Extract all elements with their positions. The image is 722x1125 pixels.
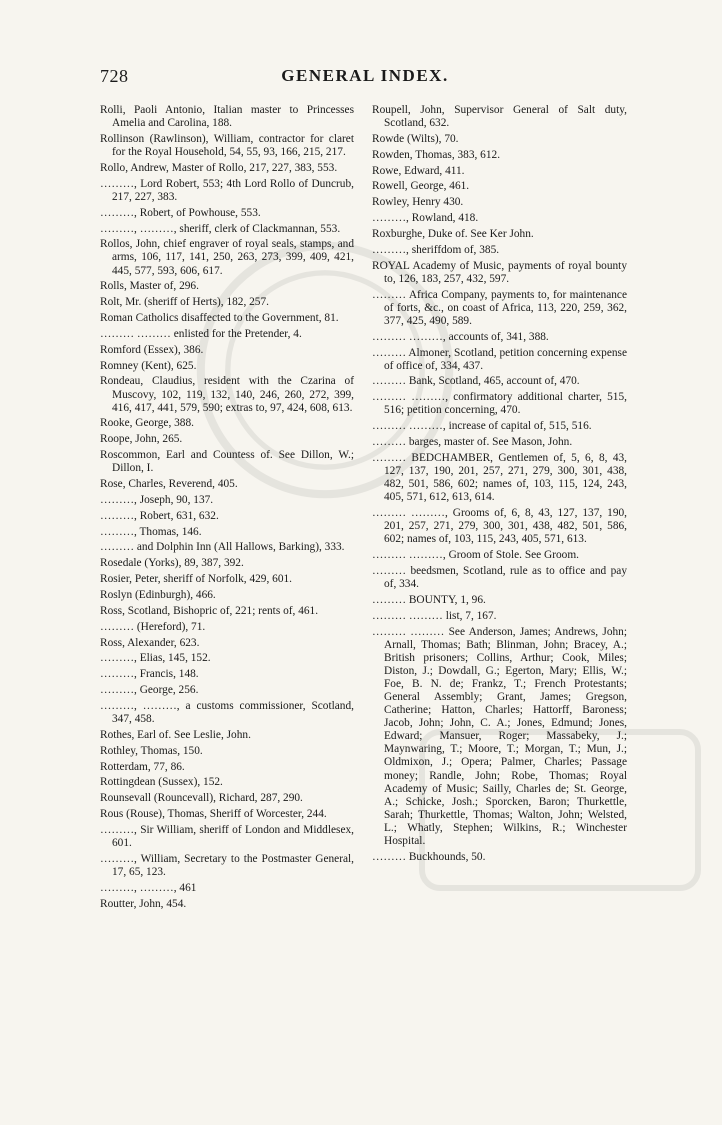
index-entry: Roman Catholics disaffected to the Government, 81.	[100, 312, 339, 325]
index-column-left	[100, 104, 354, 913]
index-entry: Rothes, Earl of. See Leslie, John.	[100, 728, 251, 741]
index-entry: ……… BOUNTY, 1, 96.	[372, 593, 486, 606]
index-entry: ………, William, Secretary to the Postmaster General, 17, 65, 123.	[100, 852, 354, 878]
index-entry: Rottingdean (Sussex), 152.	[100, 776, 223, 789]
index-entry: ……… Almoner, Scotland, petition concerning expense of office of, 334, 437.	[372, 346, 627, 372]
index-entry: Rowe, Edward, 411.	[372, 164, 465, 177]
index-entry: Rollo, Andrew, Master of Rollo, 217, 227, 383, 553.	[100, 161, 338, 174]
index-entry: Rowden, Thomas, 383, 612.	[372, 148, 501, 161]
index-entry: Rowell, George, 461.	[372, 180, 470, 193]
index-entry: ………, Sir William, sheriff of London and Middlesex, 601.	[100, 823, 354, 849]
page-header	[100, 66, 630, 92]
index-entry: Rosier, Peter, sheriff of Norfolk, 429, 601.	[100, 573, 293, 586]
index-entry: Rous (Rouse), Thomas, Sheriff of Worcester, 244.	[100, 808, 327, 821]
index-entry: ………, Robert, of Powhouse, 553.	[100, 206, 261, 219]
index-entry: ……… ……… list, 7, 167.	[372, 609, 497, 622]
index-entry: ……… (Hereford), 71.	[100, 620, 206, 633]
index-entry: ……… barges, master of. See Mason, John.	[372, 436, 573, 449]
index-entry: ……… ……… See Anderson, James; Andrews, John; Arnall, Thomas; Bath; Blinman, John; Bracey, A.; British prisoners; Collins, Arthur; Cook, Miles; Diston, J.; Dowdall, G.; Egerton, Mary; Ellis, W.; Foe, B. N. de; Frankz, T.; French Protestants; General Assembly; Grant, James; Gregson, Catherine; Hatton, Charles; Hattorff, Baroness; Jacob, John; John, C. A.; Jones, Edmund; Jones, Edward; Mansuer, Roger; Massabeky, J.; Maynwaring, T.; Moore, T.; Morgan, T.; Mun, J.; Oldmixon, J.; Opera; Palmer, Charles; Passage money; Randle, John; Robe, Thomas; Royal Academy of Music; Sailly, Charles de; St. George, A.; Schicke, Josh.; Sporcken, Baron; Thurkettle, Sarah; Thurkettle, Thomas; Walton, John; Welsted, L.; Whatly, Stephen; Wilkins, R.; Winchester Hospital.	[372, 625, 627, 848]
index-entry: Rooke, George, 388.	[100, 417, 194, 430]
index-entry: ………, Francis, 148.	[100, 668, 199, 681]
index-entry: Roscommon, Earl and Countess of. See Dillon, W.; Dillon, I.	[100, 449, 354, 475]
index-entry: ………, Rowland, 418.	[372, 212, 479, 225]
index-entry: Rose, Charles, Reverend, 405.	[100, 478, 238, 491]
index-entry: Rowley, Henry 430.	[372, 196, 464, 209]
index-entry: Romford (Essex), 386.	[100, 343, 204, 356]
index-entry: Rollos, John, chief engraver of royal seals, stamps, and arms, 106, 117, 141, 250, 263, 273, 399, 409, 421, 445, 577, 593, 606, 617.	[100, 238, 354, 277]
index-entry: ………, ………, a customs commissioner, Scotland, 347, 458.	[100, 699, 354, 725]
index-entry: ……… Bank, Scotland, 465, account of, 470.	[372, 375, 580, 388]
index-entry: Rothley, Thomas, 150.	[100, 744, 203, 757]
index-entry: ……… ………, accounts of, 341, 388.	[372, 330, 549, 343]
index-entry: Rondeau, Claudius, resident with the Czarina of Muscovy, 102, 119, 132, 140, 246, 260, 272, 399, 416, 417, 441, 579, 590; extras to, 97, 424, 608, 613.	[100, 375, 354, 414]
index-entry: ………, Robert, 631, 632.	[100, 509, 219, 522]
index-entry: Roslyn (Edinburgh), 466.	[100, 589, 216, 601]
index-entry: ……… BEDCHAMBER, Gentlemen of, 5, 6, 8, 43, 127, 137, 190, 201, 257, 271, 279, 300, 301, 438, 482, 501, 586, 602; names of, 103, 115, 124, 243, 405, 571, 612, 613, 614.	[372, 451, 627, 504]
index-entry: Rollinson (Rawlinson), William, contractor for claret for the Royal Household, 54, 55, 93, 166, 215, 217.	[100, 132, 354, 159]
page-number: 728	[100, 66, 129, 86]
index-entry: ………, Thomas, 146.	[100, 525, 202, 538]
index-entry: Ross, Alexander, 623.	[100, 636, 200, 649]
index-entry: ……… ………, Grooms of, 6, 8, 43, 127, 137, 190, 201, 257, 271, 279, 300, 301, 438, 482, 501, 586, 602; names of, 103, 115, 243, 405, 571, 613.	[372, 507, 627, 546]
index-entry: ……… ………, increase of capital of, 515, 516.	[372, 420, 592, 433]
index-entry: ………, ………, 461	[100, 881, 197, 894]
index-entry: Rolt, Mr. (sheriff of Herts), 182, 257.	[100, 296, 269, 309]
index-entry: Rounsevall (Rouncevall), Richard, 287, 290.	[100, 792, 303, 805]
index-entry: ……… ………, Groom of Stole. See Groom.	[372, 549, 580, 562]
page-title: GENERAL INDEX.	[281, 66, 449, 85]
index-entry: Rosedale (Yorks), 89, 387, 392.	[100, 557, 244, 570]
index-entry: ………, George, 256.	[100, 684, 199, 697]
index-entry: ……… Africa Company, payments to, for maintenance of forts, &c., on coast of Africa, 113, 220, 259, 362, 377, 425, 490, 589.	[372, 288, 627, 327]
index-entry: ……… ……… enlisted for the Pretender, 4.	[100, 327, 302, 340]
index-entry: ……… Buckhounds, 50.	[372, 850, 486, 863]
index-entry: ………, Elias, 145, 152.	[100, 652, 211, 665]
index-entry: ………, sheriffdom of, 385.	[372, 243, 500, 256]
index-entry: Rowde (Wilts), 70.	[372, 132, 459, 145]
index-entry: ………, Joseph, 90, 137.	[100, 493, 214, 506]
index-entry: Ross, Scotland, Bishopric of, 221; rents of, 461.	[100, 604, 319, 617]
index-entry: ………, ………, sheriff, clerk of Clackmannan, 553.	[100, 222, 341, 235]
index-entry: Romney (Kent), 625.	[100, 359, 197, 372]
index-entry: ……… beedsmen, Scotland, rule as to office and pay of, 334.	[372, 564, 627, 590]
index-entry: Roxburghe, Duke of. See Ker John.	[372, 228, 534, 240]
index-column-right	[372, 104, 627, 867]
index-entry: ……… and Dolphin Inn (All Hallows, Barking), 333.	[100, 541, 345, 554]
index-entry: Rolls, Master of, 296.	[100, 280, 199, 293]
index-entry: Routter, John, 454.	[100, 897, 187, 910]
index-entry: Roope, John, 265.	[100, 433, 183, 446]
index-entry: ………, Lord Robert, 553; 4th Lord Rollo of Duncrub, 217, 227, 383.	[100, 177, 354, 203]
index-entry: ……… ………, confirmatory additional charter, 515, 516; petition concerning, 470.	[372, 391, 627, 417]
index-entry: Roupell, John, Supervisor General of Salt duty, Scotland, 632.	[372, 104, 627, 130]
index-entry: Rotterdam, 77, 86.	[100, 760, 185, 773]
index-entry: Rolli, Paoli Antonio, Italian master to Princesses Amelia and Carolina, 188.	[100, 104, 354, 130]
index-entry: ROYAL Academy of Music, payments of royal bounty to, 126, 183, 257, 432, 597.	[372, 259, 627, 285]
